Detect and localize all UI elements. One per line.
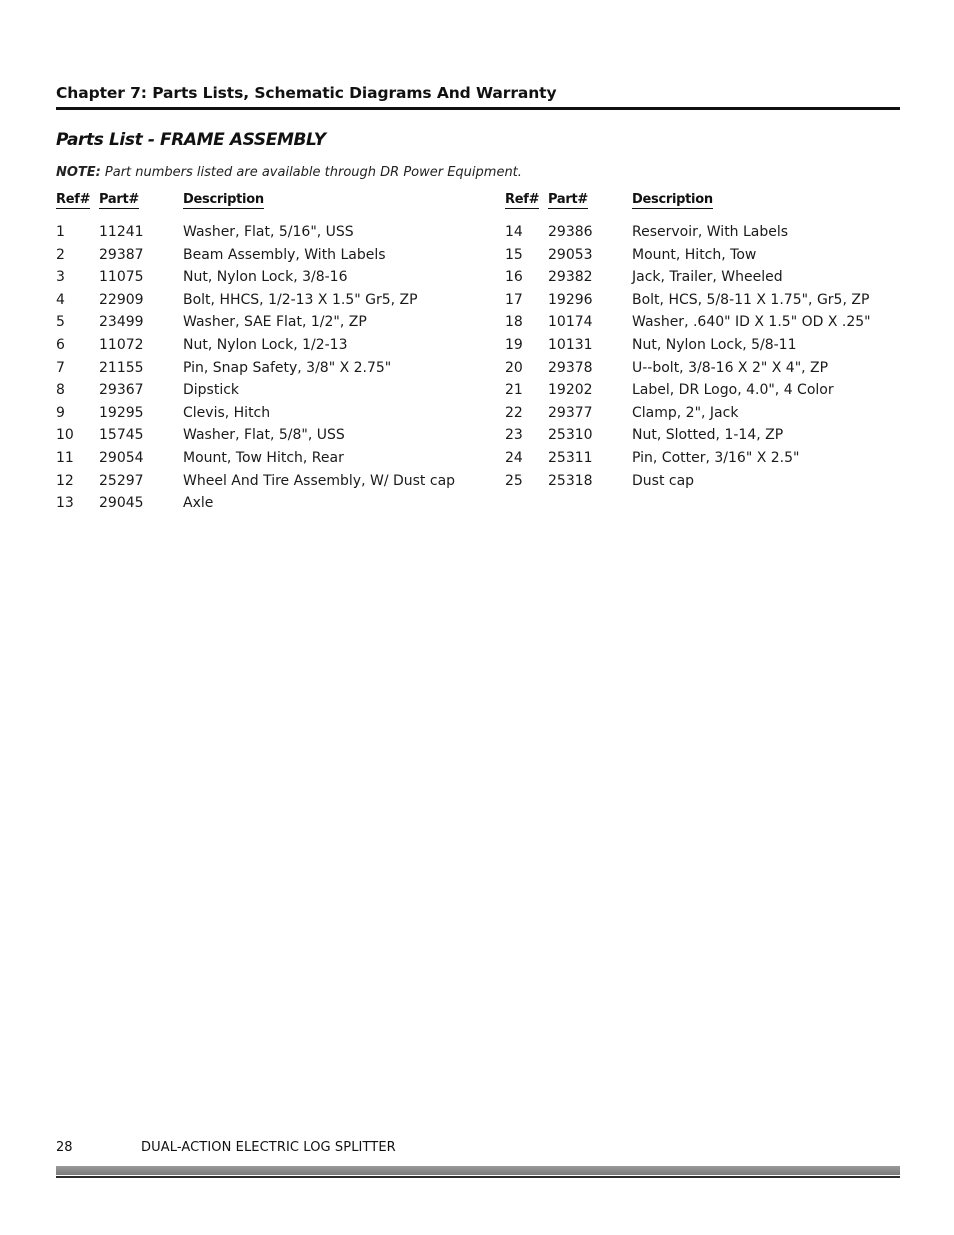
footer-bar xyxy=(56,1166,900,1175)
description-cell: Clevis, Hitch xyxy=(183,404,271,421)
ref-cell: 21 xyxy=(505,382,523,399)
description-cell: Mount, Tow Hitch, Rear xyxy=(183,449,344,466)
section-title: Parts List - FRAME ASSEMBLY xyxy=(56,130,326,150)
table-row xyxy=(505,224,925,247)
table-row xyxy=(56,292,476,315)
part-number-cell: 11241 xyxy=(99,224,144,240)
part-number-cell: 11072 xyxy=(99,336,144,353)
table-row xyxy=(56,337,476,360)
description-cell: Bolt, HHCS, 1/2-13 X 1.5" Gr5, ZP xyxy=(183,291,418,308)
table-row xyxy=(56,314,476,337)
ref-cell: 3 xyxy=(56,269,65,286)
table-row xyxy=(505,314,925,337)
table-row xyxy=(505,269,925,292)
parts-rows xyxy=(56,224,476,518)
ref-cell: 16 xyxy=(505,269,523,286)
description-cell: Nut, Slotted, 1-14, ZP xyxy=(632,427,784,444)
part-number-cell: 29377 xyxy=(548,404,593,421)
description-cell: Washer, Flat, 5/16", USS xyxy=(183,224,354,240)
table-row xyxy=(56,360,476,383)
table-row xyxy=(505,405,925,428)
description-cell: Beam Assembly, With Labels xyxy=(183,246,386,263)
header-ref: Ref# xyxy=(505,192,540,207)
product-title: DUAL-ACTION ELECTRIC LOG SPLITTER xyxy=(141,1140,396,1155)
part-number-cell: 29053 xyxy=(548,246,593,263)
table-row xyxy=(505,292,925,315)
table-row xyxy=(56,269,476,292)
ref-cell: 9 xyxy=(56,404,65,421)
table-row xyxy=(56,495,476,518)
description-cell: Bolt, HCS, 5/8-11 X 1.75", Gr5, ZP xyxy=(632,291,870,308)
ref-cell: 7 xyxy=(56,359,65,376)
ref-cell: 6 xyxy=(56,336,65,353)
part-number-cell: 29378 xyxy=(548,359,593,376)
ref-cell: 13 xyxy=(56,495,74,512)
parts-column-right xyxy=(505,192,925,495)
part-number-cell: 29387 xyxy=(99,246,144,263)
table-row xyxy=(56,382,476,405)
footer-rule xyxy=(56,1176,900,1178)
part-number-cell: 10174 xyxy=(548,314,593,331)
table-row xyxy=(56,405,476,428)
ref-cell: 10 xyxy=(56,427,74,444)
part-number-cell: 25318 xyxy=(548,472,593,489)
description-cell: Clamp, 2", Jack xyxy=(632,404,739,421)
ref-cell: 12 xyxy=(56,472,74,489)
description-cell: Reservoir, With Labels xyxy=(632,224,789,240)
table-row xyxy=(505,473,925,496)
part-number-cell: 25310 xyxy=(548,427,593,444)
ref-cell: 14 xyxy=(505,224,523,240)
header-part: Part# xyxy=(99,192,139,207)
header-description: Description xyxy=(183,192,264,207)
chapter-rule xyxy=(56,107,900,110)
part-number-cell: 29386 xyxy=(548,224,593,240)
part-number-cell: 25297 xyxy=(99,472,144,489)
description-cell: Dipstick xyxy=(183,382,240,399)
table-row xyxy=(56,427,476,450)
part-number-cell: 22909 xyxy=(99,291,144,308)
header-ref: Ref# xyxy=(56,192,91,207)
header-description: Description xyxy=(632,192,713,207)
part-number-cell: 11075 xyxy=(99,269,144,286)
parts-column-left xyxy=(56,192,476,518)
table-row xyxy=(505,337,925,360)
description-cell: Pin, Cotter, 3/16" X 2.5" xyxy=(632,449,800,466)
description-cell: Mount, Hitch, Tow xyxy=(632,246,757,263)
parts-rows xyxy=(505,224,925,495)
ref-cell: 19 xyxy=(505,336,523,353)
description-cell: Dust cap xyxy=(632,472,695,489)
description-cell: Washer, SAE Flat, 1/2", ZP xyxy=(183,314,367,331)
part-number-cell: 21155 xyxy=(99,359,144,376)
part-number-cell: 15745 xyxy=(99,427,144,444)
ref-cell: 11 xyxy=(56,449,74,466)
ref-cell: 18 xyxy=(505,314,523,331)
description-cell: Washer, Flat, 5/8", USS xyxy=(183,427,345,444)
part-number-cell: 19296 xyxy=(548,291,593,308)
table-row xyxy=(56,450,476,473)
ref-cell: 15 xyxy=(505,246,523,263)
table-row xyxy=(505,382,925,405)
ref-cell: 8 xyxy=(56,382,65,399)
table-row xyxy=(505,450,925,473)
description-cell: Axle xyxy=(183,495,214,512)
header-part: Part# xyxy=(548,192,588,207)
description-cell: Nut, Nylon Lock, 3/8-16 xyxy=(183,269,348,286)
description-cell: U--bolt, 3/8-16 X 2" X 4", ZP xyxy=(632,359,829,376)
description-cell: Label, DR Logo, 4.0", 4 Color xyxy=(632,382,834,399)
ref-cell: 23 xyxy=(505,427,523,444)
part-number-cell: 29045 xyxy=(99,495,144,512)
part-number-cell: 19202 xyxy=(548,382,593,399)
part-number-cell: 23499 xyxy=(99,314,144,331)
ref-cell: 1 xyxy=(56,224,65,240)
description-cell: Wheel And Tire Assembly, W/ Dust cap xyxy=(183,472,456,489)
ref-cell: 24 xyxy=(505,449,523,466)
part-number-cell: 25311 xyxy=(548,449,593,466)
ref-cell: 17 xyxy=(505,291,523,308)
ref-cell: 4 xyxy=(56,291,65,308)
table-row xyxy=(505,360,925,383)
description-cell: Washer, .640" ID X 1.5" OD X .25" xyxy=(632,314,871,331)
part-number-cell: 29382 xyxy=(548,269,593,286)
description-cell: Jack, Trailer, Wheeled xyxy=(632,269,783,286)
part-number-cell: 29054 xyxy=(99,449,144,466)
description-cell: Nut, Nylon Lock, 5/8-11 xyxy=(632,336,797,353)
table-row xyxy=(56,224,476,247)
ref-cell: 5 xyxy=(56,314,65,331)
ref-cell: 20 xyxy=(505,359,523,376)
note xyxy=(56,165,522,180)
ref-cell: 2 xyxy=(56,246,65,263)
part-number-cell: 29367 xyxy=(99,382,144,399)
column-header xyxy=(505,192,925,212)
description-cell: Pin, Snap Safety, 3/8" X 2.75" xyxy=(183,359,392,376)
page-number: 28 xyxy=(56,1140,73,1155)
chapter-title: Chapter 7: Parts Lists, Schematic Diagrams And Warranty xyxy=(56,84,557,102)
ref-cell: 22 xyxy=(505,404,523,421)
description-cell: Nut, Nylon Lock, 1/2-13 xyxy=(183,336,348,353)
note-label: NOTE: xyxy=(56,165,101,180)
part-number-cell: 10131 xyxy=(548,336,593,353)
table-row xyxy=(505,247,925,270)
note-text: Part numbers listed are available through DR Power Equipment. xyxy=(104,165,522,180)
column-header xyxy=(56,192,476,212)
table-row xyxy=(56,473,476,496)
ref-cell: 25 xyxy=(505,472,523,489)
table-row xyxy=(56,247,476,270)
part-number-cell: 19295 xyxy=(99,404,144,421)
table-row xyxy=(505,427,925,450)
